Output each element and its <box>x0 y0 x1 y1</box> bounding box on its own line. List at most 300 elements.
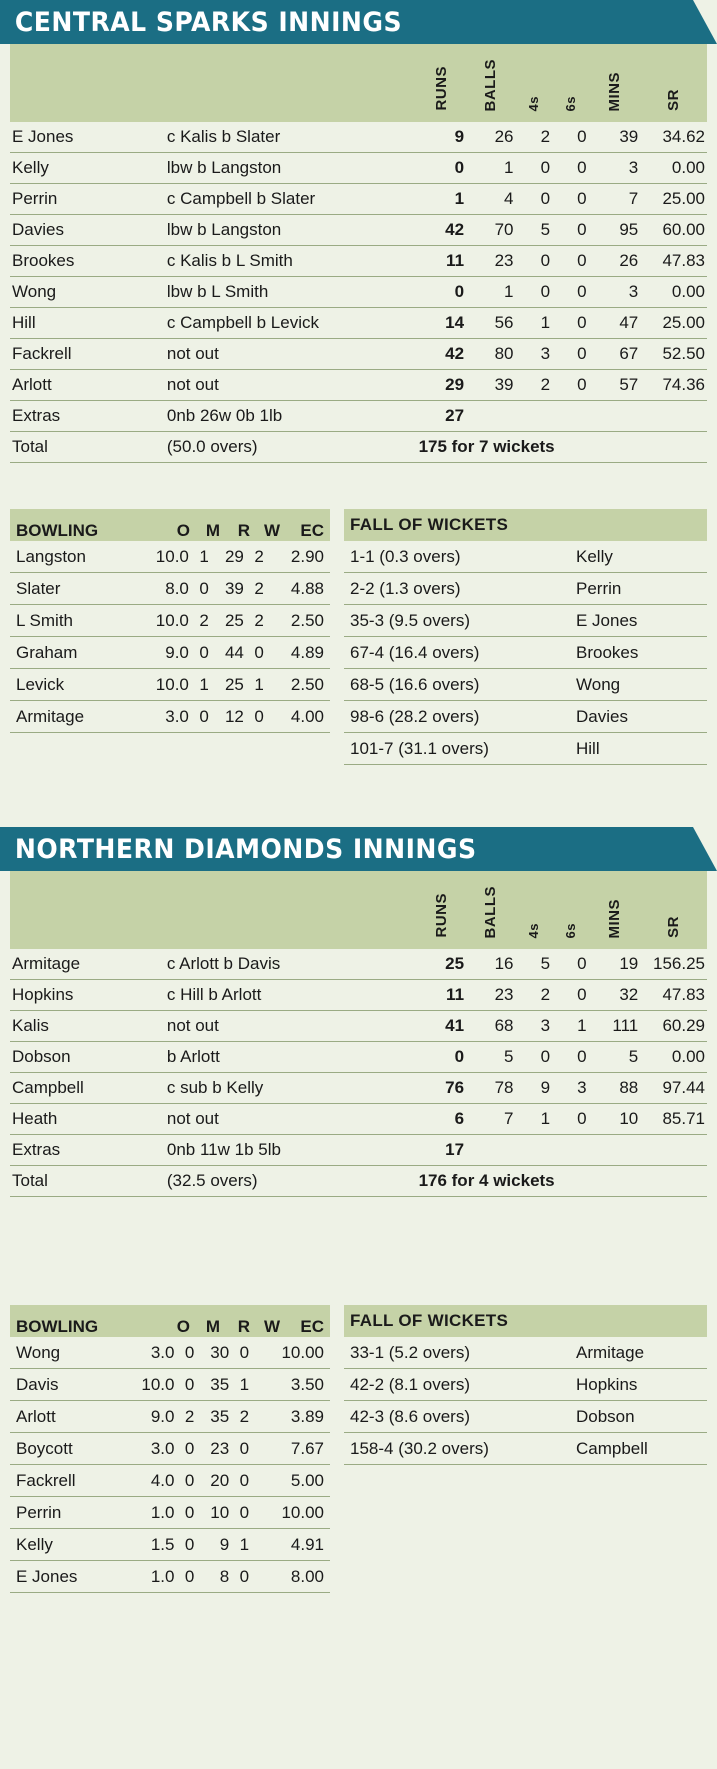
maidens: 0 <box>176 1529 196 1561</box>
batter-name: Davies <box>10 215 165 246</box>
table-row <box>10 246 707 277</box>
bowler-name: L Smith <box>10 605 133 637</box>
runs: 0 <box>417 1042 466 1073</box>
strike-rate: 0.00 <box>640 153 707 184</box>
total-overs: (32.5 overs) <box>165 1166 417 1197</box>
runs-conceded: 35 <box>196 1401 231 1433</box>
extras-label: Extras <box>10 1135 165 1166</box>
table-row <box>10 153 707 184</box>
col-balls: BALLS <box>466 44 515 122</box>
total-text: 176 for 4 wickets <box>417 1166 707 1197</box>
wickets: 0 <box>246 701 266 733</box>
wickets: 0 <box>231 1497 251 1529</box>
runs-conceded: 10 <box>196 1497 231 1529</box>
economy: 4.89 <box>266 637 330 669</box>
runs: 76 <box>417 1073 466 1104</box>
table-row <box>344 637 707 669</box>
wickets: 2 <box>246 605 266 637</box>
col-mins: MINS <box>589 871 641 949</box>
maidens: 0 <box>176 1369 196 1401</box>
bowler-name: E Jones <box>10 1561 119 1593</box>
fours: 0 <box>516 184 553 215</box>
maidens: 0 <box>176 1561 196 1593</box>
balls: 1 <box>466 153 515 184</box>
dismissal: not out <box>165 339 417 370</box>
extras-detail: 0nb 11w 1b 5lb <box>165 1135 417 1166</box>
fours: 2 <box>516 122 553 153</box>
total-label: Total <box>10 1166 165 1197</box>
col-sr: SR <box>640 871 707 949</box>
total-row <box>10 432 707 463</box>
sixes: 0 <box>552 246 589 277</box>
dismissal: lbw b L Smith <box>165 277 417 308</box>
runs-conceded: 23 <box>196 1433 231 1465</box>
runs-conceded: 25 <box>211 669 246 701</box>
col-fours: 4s <box>516 44 553 122</box>
runs-conceded: 12 <box>211 701 246 733</box>
overs: 1.0 <box>119 1497 176 1529</box>
economy: 7.67 <box>251 1433 330 1465</box>
innings1-fow-table <box>344 541 707 765</box>
sixes: 0 <box>552 308 589 339</box>
col-mins: MINS <box>589 44 641 122</box>
strike-rate: 74.36 <box>640 370 707 401</box>
table-row <box>10 949 707 980</box>
mins: 3 <box>589 153 641 184</box>
balls: 26 <box>466 122 515 153</box>
bowling-header <box>10 1305 330 1337</box>
strike-rate: 47.83 <box>640 980 707 1011</box>
innings1-batting-table <box>10 44 707 463</box>
balls: 5 <box>466 1042 515 1073</box>
batter-name: Campbell <box>10 1073 165 1104</box>
runs-conceded: 25 <box>211 605 246 637</box>
batter-name: Arlott <box>10 370 165 401</box>
innings2-batting-wrap <box>0 871 717 1197</box>
dismissal: not out <box>165 1011 417 1042</box>
runs: 25 <box>417 949 466 980</box>
overs: 10.0 <box>119 1369 176 1401</box>
dismissal: c Kalis b L Smith <box>165 246 417 277</box>
table-header-row <box>10 44 707 122</box>
balls: 23 <box>466 246 515 277</box>
maidens: 2 <box>191 605 211 637</box>
dismissal: lbw b Langston <box>165 215 417 246</box>
batter-name: Kalis <box>10 1011 165 1042</box>
table-row <box>10 122 707 153</box>
table-row <box>344 669 707 701</box>
table-row <box>344 573 707 605</box>
sixes: 0 <box>552 339 589 370</box>
dismissal: c sub b Kelly <box>165 1073 417 1104</box>
sixes: 0 <box>552 153 589 184</box>
table-row <box>10 669 330 701</box>
fow-header <box>344 509 707 541</box>
runs-conceded: 44 <box>211 637 246 669</box>
fow-score: 42-3 (8.6 overs) <box>344 1401 568 1433</box>
bowler-name: Slater <box>10 573 133 605</box>
dismissal: not out <box>165 370 417 401</box>
banner-notch-shape <box>693 0 717 44</box>
strike-rate: 34.62 <box>640 122 707 153</box>
runs: 42 <box>417 339 466 370</box>
runs-conceded: 30 <box>196 1337 231 1369</box>
fow-header <box>344 1305 707 1337</box>
innings1-fow-block <box>344 509 707 765</box>
balls: 1 <box>466 277 515 308</box>
fours: 0 <box>516 153 553 184</box>
batter-name: Perrin <box>10 184 165 215</box>
spacer <box>0 1259 717 1305</box>
fow-title: FALL OF WICKETS <box>350 1311 509 1330</box>
col-runs: RUNS <box>417 871 466 949</box>
sixes: 0 <box>552 1042 589 1073</box>
dismissal: c Hill b Arlott <box>165 980 417 1011</box>
fow-batter: Armitage <box>568 1337 707 1369</box>
innings1-batting-wrap <box>0 44 717 463</box>
bowler-name: Davis <box>10 1369 119 1401</box>
batter-name: Brookes <box>10 246 165 277</box>
balls: 78 <box>466 1073 515 1104</box>
runs-conceded: 8 <box>196 1561 231 1593</box>
runs: 29 <box>417 370 466 401</box>
strike-rate: 60.00 <box>640 215 707 246</box>
extras-runs: 27 <box>417 401 466 432</box>
table-row <box>10 1561 330 1593</box>
extras-row <box>10 1135 707 1166</box>
strike-rate: 0.00 <box>640 277 707 308</box>
balls: 39 <box>466 370 515 401</box>
fours: 9 <box>516 1073 553 1104</box>
fours: 3 <box>516 1011 553 1042</box>
dismissal: c Campbell b Slater <box>165 184 417 215</box>
batter-name: E Jones <box>10 122 165 153</box>
innings2-banner <box>0 827 717 871</box>
table-row <box>10 184 707 215</box>
fours: 5 <box>516 215 553 246</box>
mins: 3 <box>589 277 641 308</box>
batter-name: Heath <box>10 1104 165 1135</box>
col-batter <box>10 44 165 122</box>
extras-label: Extras <box>10 401 165 432</box>
table-row <box>10 1401 330 1433</box>
wickets: 0 <box>231 1561 251 1593</box>
runs-conceded: 35 <box>196 1369 231 1401</box>
bowler-name: Armitage <box>10 701 133 733</box>
bowler-name: Perrin <box>10 1497 119 1529</box>
economy: 2.90 <box>266 541 330 573</box>
runs: 14 <box>417 308 466 339</box>
overs: 9.0 <box>133 637 191 669</box>
dismissal: c Kalis b Slater <box>165 122 417 153</box>
innings2-bowling-block <box>10 1305 330 1593</box>
strike-rate: 0.00 <box>640 1042 707 1073</box>
economy: 2.50 <box>266 669 330 701</box>
bowling-col-w: W <box>263 521 280 540</box>
bowler-name: Arlott <box>10 1401 119 1433</box>
balls: 4 <box>466 184 515 215</box>
innings1-bowling-table <box>10 541 330 733</box>
maidens: 0 <box>176 1465 196 1497</box>
mins: 95 <box>589 215 641 246</box>
runs: 11 <box>417 980 466 1011</box>
maidens: 0 <box>191 573 211 605</box>
runs-conceded: 39 <box>211 573 246 605</box>
maidens: 0 <box>176 1337 196 1369</box>
batter-name: Armitage <box>10 949 165 980</box>
spacer <box>0 1197 717 1259</box>
fow-batter: Wong <box>568 669 707 701</box>
innings2-title: NORTHERN DIAMONDS INNINGS <box>14 833 477 865</box>
table-row <box>10 1465 330 1497</box>
bowling-col-o: O <box>176 521 190 540</box>
table-row <box>10 1104 707 1135</box>
balls: 16 <box>466 949 515 980</box>
bowler-name: Kelly <box>10 1529 119 1561</box>
economy: 3.50 <box>251 1369 330 1401</box>
sixes: 0 <box>552 370 589 401</box>
sixes: 0 <box>552 122 589 153</box>
overs: 3.0 <box>133 701 191 733</box>
mins: 10 <box>589 1104 641 1135</box>
strike-rate: 97.44 <box>640 1073 707 1104</box>
spacer <box>0 463 717 509</box>
fow-score: 2-2 (1.3 overs) <box>344 573 568 605</box>
wickets: 0 <box>231 1433 251 1465</box>
fow-batter: Davies <box>568 701 707 733</box>
economy: 8.00 <box>251 1561 330 1593</box>
table-row <box>344 733 707 765</box>
table-row <box>344 1401 707 1433</box>
total-label: Total <box>10 432 165 463</box>
mins: 39 <box>589 122 641 153</box>
batter-name: Kelly <box>10 153 165 184</box>
economy: 4.91 <box>251 1529 330 1561</box>
bowler-name: Fackrell <box>10 1465 119 1497</box>
runs: 0 <box>417 277 466 308</box>
fow-score: 1-1 (0.3 overs) <box>344 541 568 573</box>
wickets: 0 <box>231 1465 251 1497</box>
bowling-col-w: W <box>263 1317 280 1336</box>
fours: 0 <box>516 246 553 277</box>
overs: 3.0 <box>119 1433 176 1465</box>
innings1-title: CENTRAL SPARKS INNINGS <box>14 6 403 38</box>
runs: 0 <box>417 153 466 184</box>
mins: 47 <box>589 308 641 339</box>
bowling-col-ec: EC <box>300 1317 324 1336</box>
wickets: 2 <box>246 573 266 605</box>
bowler-name: Levick <box>10 669 133 701</box>
sixes: 3 <box>552 1073 589 1104</box>
col-sr: SR <box>640 44 707 122</box>
table-row <box>10 701 330 733</box>
mins: 19 <box>589 949 641 980</box>
table-row <box>10 980 707 1011</box>
table-row <box>10 1042 707 1073</box>
table-row <box>344 541 707 573</box>
sixes: 0 <box>552 277 589 308</box>
bowling-col-m: M <box>205 521 220 540</box>
col-sixes: 6s <box>552 871 589 949</box>
table-row <box>10 215 707 246</box>
col-sixes: 6s <box>552 44 589 122</box>
maidens: 1 <box>191 541 211 573</box>
fow-score: 42-2 (8.1 overs) <box>344 1369 568 1401</box>
fours: 5 <box>516 949 553 980</box>
fow-batter: Brookes <box>568 637 707 669</box>
overs: 10.0 <box>133 541 191 573</box>
fours: 3 <box>516 339 553 370</box>
table-row <box>10 1497 330 1529</box>
fow-batter: Hill <box>568 733 707 765</box>
strike-rate: 25.00 <box>640 184 707 215</box>
sixes: 0 <box>552 980 589 1011</box>
table-row <box>10 1369 330 1401</box>
fow-score: 33-1 (5.2 overs) <box>344 1337 568 1369</box>
col-dismissal <box>165 44 417 122</box>
wickets: 2 <box>246 541 266 573</box>
overs: 9.0 <box>119 1401 176 1433</box>
table-row <box>10 1433 330 1465</box>
table-header-row <box>10 871 707 949</box>
wickets: 0 <box>231 1337 251 1369</box>
bowler-name: Wong <box>10 1337 119 1369</box>
fow-batter: Kelly <box>568 541 707 573</box>
fow-score: 67-4 (16.4 overs) <box>344 637 568 669</box>
maidens: 0 <box>191 637 211 669</box>
table-row <box>344 1369 707 1401</box>
economy: 10.00 <box>251 1337 330 1369</box>
fours: 2 <box>516 370 553 401</box>
innings1-banner <box>0 0 717 44</box>
extras-row <box>10 401 707 432</box>
innings1-lower <box>0 509 717 765</box>
sixes: 0 <box>552 215 589 246</box>
mins: 7 <box>589 184 641 215</box>
batter-name: Wong <box>10 277 165 308</box>
sixes: 1 <box>552 1011 589 1042</box>
runs-conceded: 20 <box>196 1465 231 1497</box>
bowling-col-ec: EC <box>300 521 324 540</box>
batter-name: Hill <box>10 308 165 339</box>
bowling-col-o: O <box>176 1317 190 1336</box>
overs: 3.0 <box>119 1337 176 1369</box>
table-row <box>10 541 330 573</box>
innings2-fow-table <box>344 1337 707 1465</box>
table-row <box>344 1337 707 1369</box>
mins: 57 <box>589 370 641 401</box>
overs: 1.0 <box>119 1561 176 1593</box>
maidens: 0 <box>176 1497 196 1529</box>
fow-batter: Campbell <box>568 1433 707 1465</box>
sixes: 0 <box>552 949 589 980</box>
table-row <box>10 1073 707 1104</box>
strike-rate: 52.50 <box>640 339 707 370</box>
maidens: 0 <box>191 701 211 733</box>
bowling-col-r: R <box>237 1317 250 1336</box>
balls: 68 <box>466 1011 515 1042</box>
fow-batter: Hopkins <box>568 1369 707 1401</box>
fours: 1 <box>516 1104 553 1135</box>
banner-notch-shape <box>693 827 717 871</box>
runs: 41 <box>417 1011 466 1042</box>
extras-runs: 17 <box>417 1135 466 1166</box>
table-row <box>10 339 707 370</box>
fours: 2 <box>516 980 553 1011</box>
innings1-bowling-block <box>10 509 330 765</box>
bowler-name: Langston <box>10 541 133 573</box>
mins: 26 <box>589 246 641 277</box>
spacer <box>0 765 717 827</box>
maidens: 1 <box>191 669 211 701</box>
runs: 1 <box>417 184 466 215</box>
runs: 9 <box>417 122 466 153</box>
overs: 4.0 <box>119 1465 176 1497</box>
mins: 67 <box>589 339 641 370</box>
balls: 80 <box>466 339 515 370</box>
bowling-title: BOWLING <box>16 521 99 540</box>
runs: 42 <box>417 215 466 246</box>
maidens: 2 <box>176 1401 196 1433</box>
innings2-lower <box>0 1305 717 1593</box>
table-row <box>10 308 707 339</box>
wickets: 1 <box>231 1369 251 1401</box>
balls: 56 <box>466 308 515 339</box>
economy: 2.50 <box>266 605 330 637</box>
mins: 111 <box>589 1011 641 1042</box>
extras-detail: 0nb 26w 0b 1lb <box>165 401 417 432</box>
innings2-batting-body <box>10 949 707 1197</box>
economy: 5.00 <box>251 1465 330 1497</box>
extras-blank <box>466 1135 707 1166</box>
wickets: 1 <box>246 669 266 701</box>
overs: 8.0 <box>133 573 191 605</box>
overs: 10.0 <box>133 669 191 701</box>
wickets: 0 <box>246 637 266 669</box>
bowler-name: Boycott <box>10 1433 119 1465</box>
table-row <box>10 1011 707 1042</box>
overs: 1.5 <box>119 1529 176 1561</box>
mins: 88 <box>589 1073 641 1104</box>
mins: 32 <box>589 980 641 1011</box>
bowling-title: BOWLING <box>16 1317 99 1336</box>
bowling-header <box>10 509 330 541</box>
dismissal: c Arlott b Davis <box>165 949 417 980</box>
balls: 7 <box>466 1104 515 1135</box>
innings2-fow-block <box>344 1305 707 1593</box>
dismissal: not out <box>165 1104 417 1135</box>
fow-batter: Dobson <box>568 1401 707 1433</box>
table-row <box>344 605 707 637</box>
wickets: 2 <box>231 1401 251 1433</box>
strike-rate: 60.29 <box>640 1011 707 1042</box>
table-row <box>10 573 330 605</box>
table-row <box>10 1337 330 1369</box>
batter-name: Fackrell <box>10 339 165 370</box>
extras-blank <box>466 401 707 432</box>
mins: 5 <box>589 1042 641 1073</box>
total-row <box>10 1166 707 1197</box>
bowling-col-m: M <box>205 1317 220 1336</box>
economy: 3.89 <box>251 1401 330 1433</box>
table-row <box>10 637 330 669</box>
economy: 4.88 <box>266 573 330 605</box>
table-row <box>10 277 707 308</box>
wickets: 1 <box>231 1529 251 1561</box>
fow-batter: Perrin <box>568 573 707 605</box>
fours: 0 <box>516 277 553 308</box>
fow-score: 101-7 (31.1 overs) <box>344 733 568 765</box>
